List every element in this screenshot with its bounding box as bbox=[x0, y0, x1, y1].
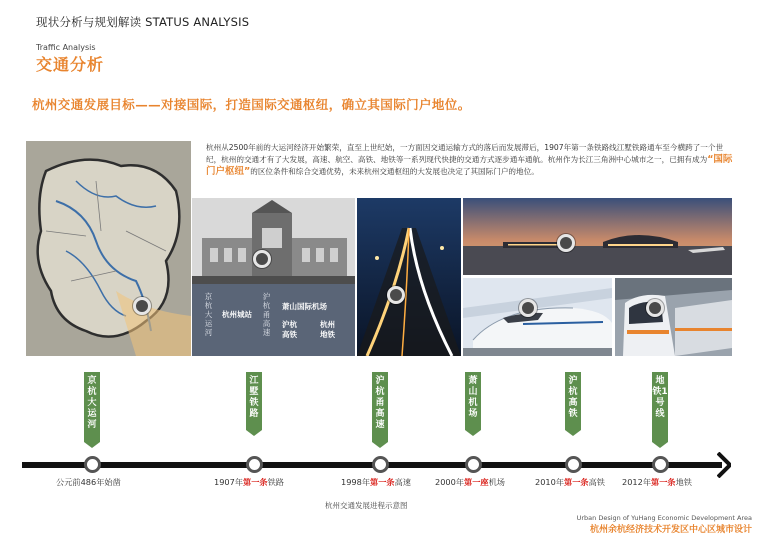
photo-marker-hsr bbox=[519, 299, 537, 317]
canal-map-photo bbox=[26, 141, 191, 356]
caption-hsr: 沪杭高铁 bbox=[282, 320, 297, 339]
timeline-arrow-icon bbox=[717, 452, 731, 478]
milestone-tag-canal: 京杭大运河 bbox=[84, 372, 100, 442]
timeline-label-first: 第一条 bbox=[370, 477, 395, 487]
timeline-node-2012 bbox=[652, 456, 669, 473]
timeline-label bbox=[341, 477, 411, 488]
timeline-label bbox=[435, 477, 505, 488]
timeline-label-first: 第一条 bbox=[243, 477, 268, 487]
timeline-label-first: 第一座 bbox=[464, 477, 489, 487]
timeline-node-1907 bbox=[246, 456, 263, 473]
timeline-label bbox=[622, 477, 692, 488]
page-subtitle-en: Traffic Analysis bbox=[36, 43, 96, 52]
metro-train-photo bbox=[615, 278, 732, 356]
photo-marker-metro bbox=[646, 299, 664, 317]
timeline-node-486bc bbox=[84, 456, 101, 473]
caption-station: 杭州城站 bbox=[222, 310, 252, 319]
timeline-label bbox=[56, 477, 121, 488]
photo-marker-expressway bbox=[387, 286, 405, 304]
timeline-label-year: 2010年 bbox=[535, 477, 565, 487]
caption-canal: 京杭大运河 bbox=[204, 292, 213, 337]
timeline-label-text: 公元前486年始凿 bbox=[56, 477, 121, 487]
goal-statement: 杭州交通发展目标——对接国际，打造国际交通枢纽，确立其国际门户地位。 bbox=[32, 97, 471, 112]
timeline-label bbox=[214, 477, 284, 488]
paragraph-highlight: “国际门户枢纽” bbox=[206, 154, 733, 178]
milestone-tag-metro: 地铁1号线 bbox=[652, 372, 668, 442]
photo-marker-station bbox=[253, 250, 271, 268]
airport-photo bbox=[463, 198, 732, 275]
intro-paragraph bbox=[206, 142, 736, 179]
timeline-label-type: 地铁 bbox=[675, 477, 692, 487]
timeline-node-1998 bbox=[372, 456, 389, 473]
photo-marker-airport bbox=[557, 234, 575, 252]
timeline-node-2000 bbox=[465, 456, 482, 473]
timeline-label-type: 高速 bbox=[394, 477, 411, 487]
paragraph-part-2: 的区位条件和综合交通优势，未来杭州交通枢纽的大发展也决定了其国际门户的地位。 bbox=[250, 167, 539, 177]
timeline-label-first: 第一条 bbox=[651, 477, 676, 487]
caption-expressway: 沪杭甬高速 bbox=[262, 292, 271, 337]
hsr-train-photo bbox=[463, 278, 612, 356]
milestone-tag-airport: 萧山机场 bbox=[465, 372, 481, 430]
photo-marker-canal bbox=[133, 297, 151, 315]
page-title: 交通分析 bbox=[36, 55, 105, 74]
milestone-tag-hsr: 沪杭高铁 bbox=[565, 372, 581, 430]
timeline-label-year: 2000年 bbox=[435, 477, 465, 487]
timeline-label-year: 1998年 bbox=[341, 477, 371, 487]
timeline-label-first: 第一条 bbox=[564, 477, 589, 487]
timeline-label-year: 1907年 bbox=[214, 477, 244, 487]
caption-panel bbox=[192, 284, 355, 356]
timeline-label-type: 铁路 bbox=[267, 477, 284, 487]
timeline-label-type: 机场 bbox=[488, 477, 505, 487]
timeline-node-2010 bbox=[565, 456, 582, 473]
section-title: 现状分析与规划解读 STATUS ANALYSIS bbox=[36, 15, 250, 29]
caption-metro: 杭州地铁 bbox=[320, 320, 335, 339]
timeline-label bbox=[535, 477, 605, 488]
footer-project-en: Urban Design of YuHang Economic Development Area bbox=[576, 514, 752, 522]
timeline-label-year: 2012年 bbox=[622, 477, 652, 487]
milestone-tag-railway: 江墅铁路 bbox=[246, 372, 262, 430]
milestone-tag-expressway: 沪杭甬高速 bbox=[372, 372, 388, 442]
timeline-caption: 杭州交通发展进程示意图 bbox=[325, 501, 408, 510]
station-photo bbox=[192, 198, 355, 285]
paragraph-part-1: 杭州从2500年前的大运河经济开始繁荣，直至上世纪始，一方面因交通运输方式的落后而发展滞后，1907年第一条铁路线江墅铁路通车至今横跨了一个世纪，杭州的交通才有了大发展，高速、航空、高铁、地铁等一系列现代快捷的交通方式逐步通车通航。杭州作为长江三角洲中心城市之一，已拥有成为 bbox=[206, 143, 724, 165]
expressway-photo bbox=[357, 198, 461, 356]
caption-airport: 萧山国际机场 bbox=[282, 302, 327, 311]
footer-project-cn: 杭州余杭经济技术开发区中心区城市设计 bbox=[589, 525, 752, 535]
timeline-label-type: 高铁 bbox=[588, 477, 605, 487]
